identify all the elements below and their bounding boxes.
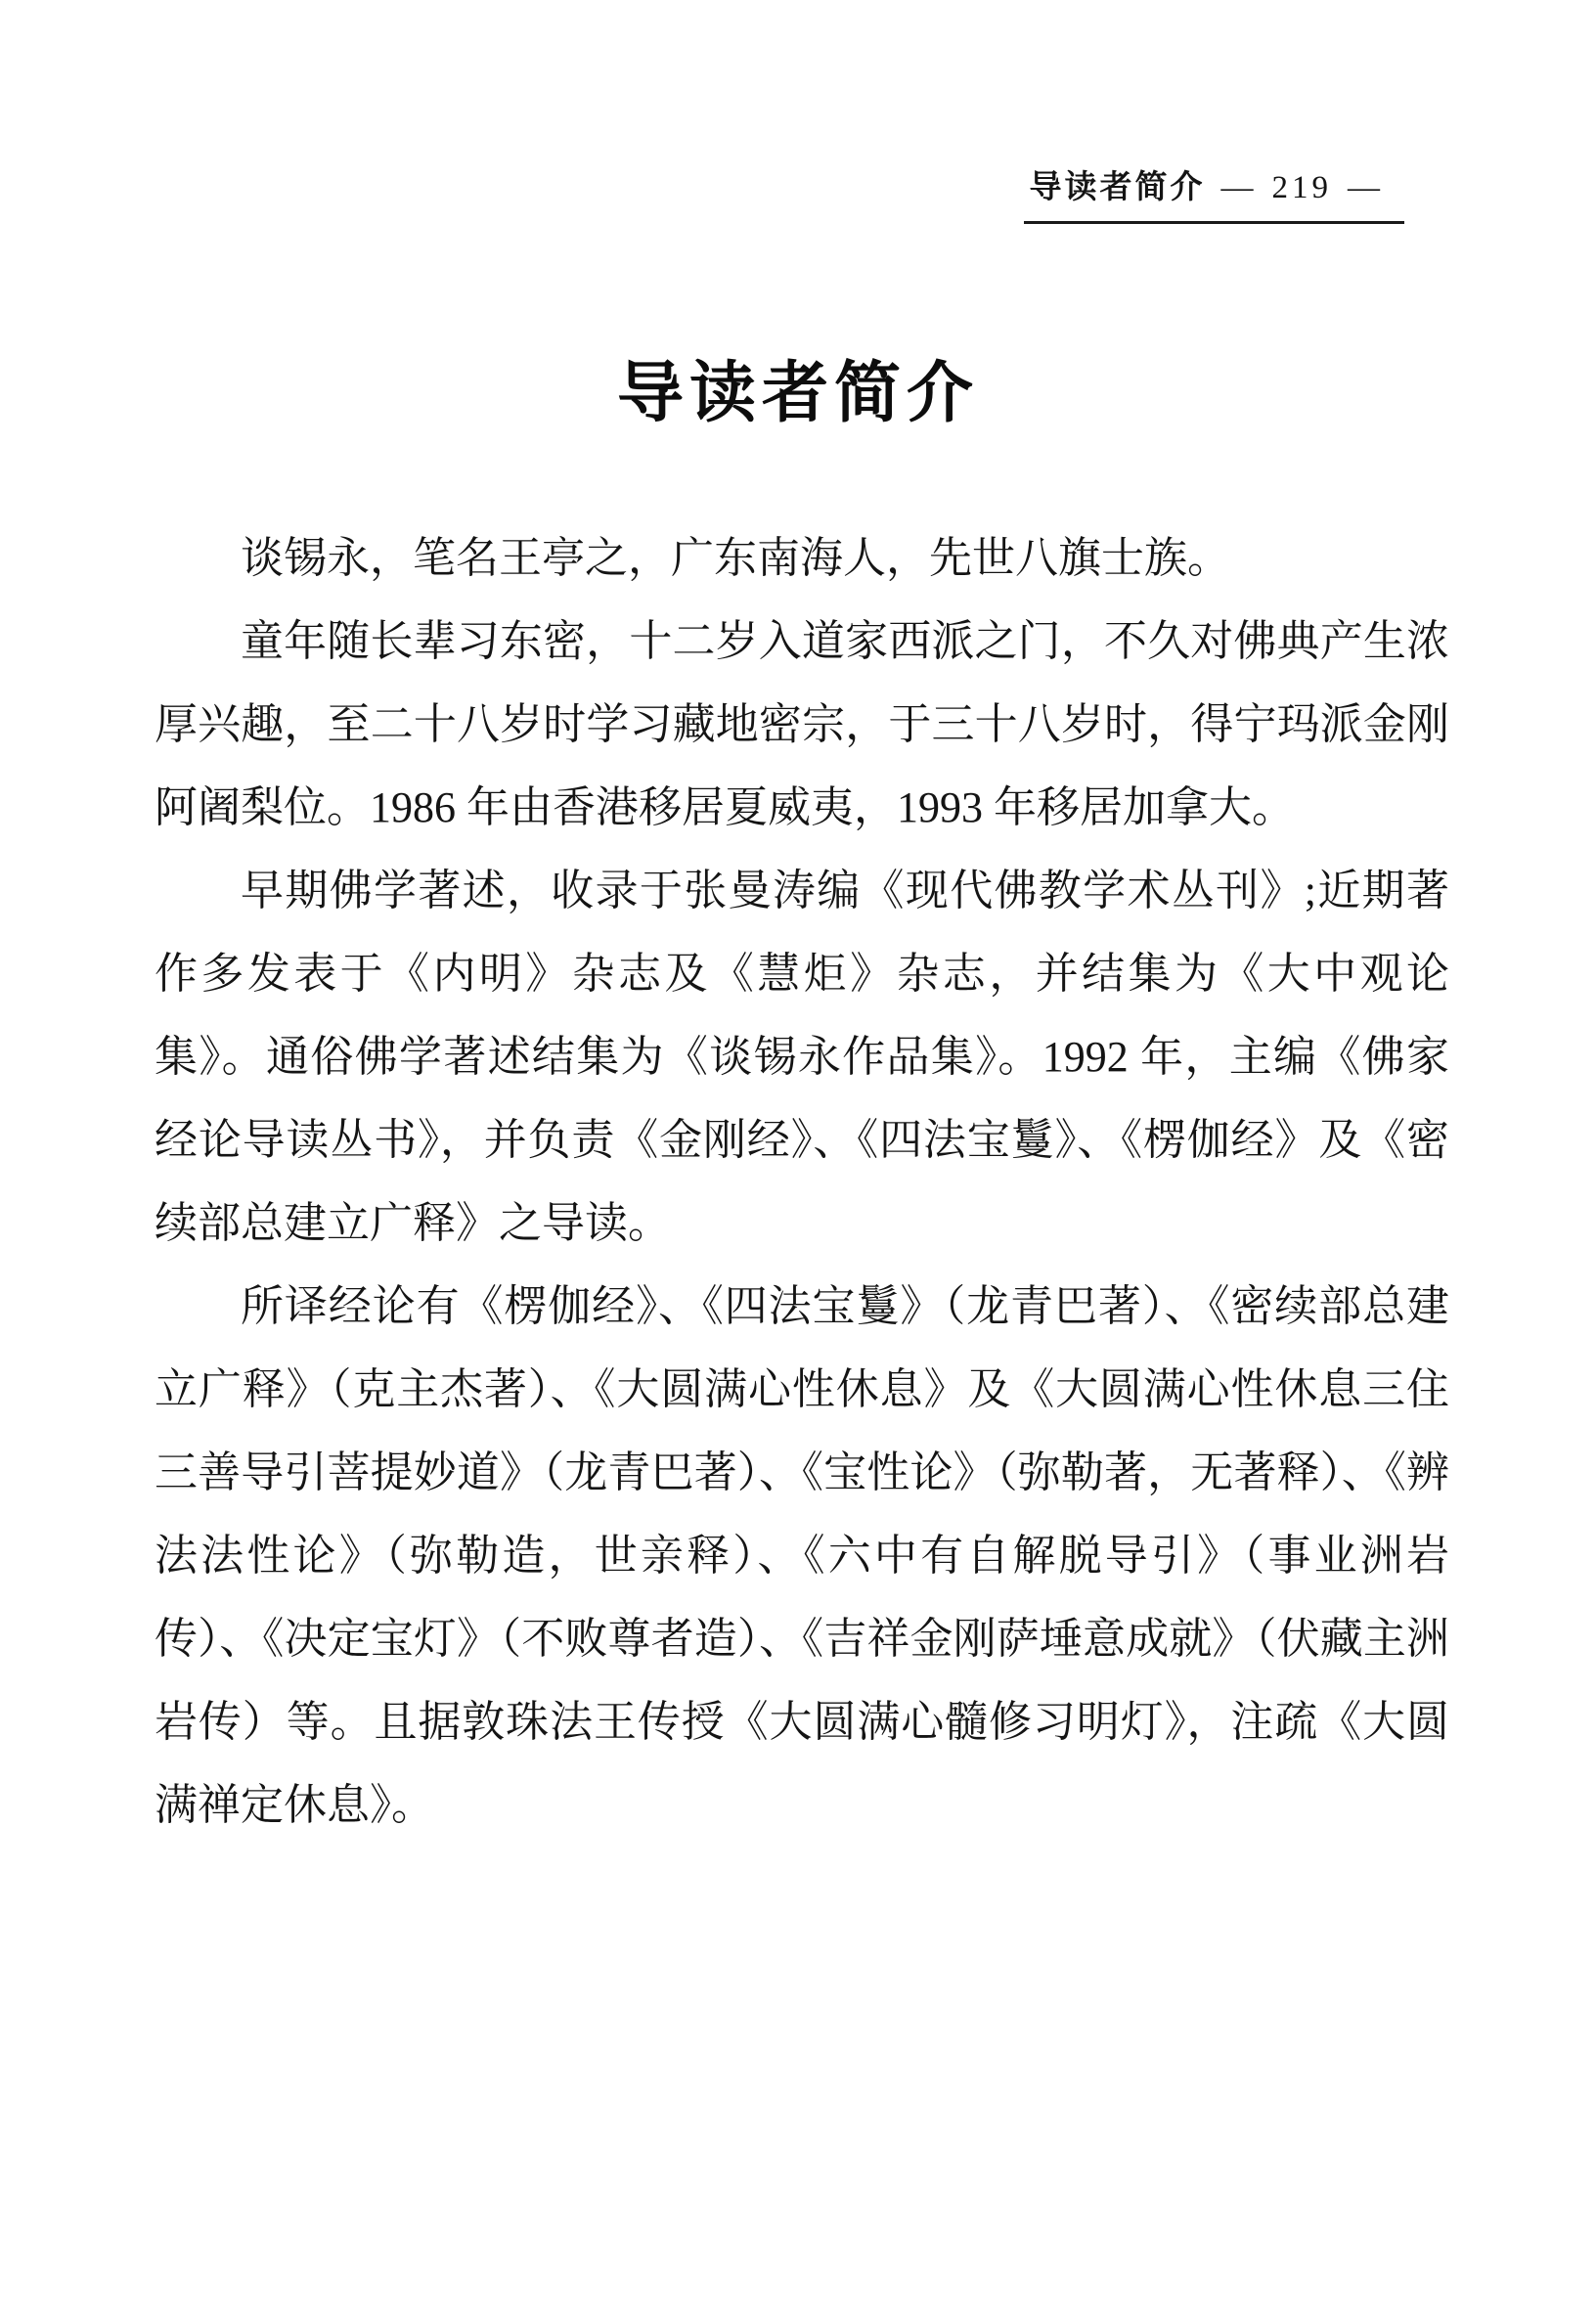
paragraph-writings: 早期佛学著述，收录于张曼涛编《现代佛教学术丛刊》;近期著作多发表于《内明》杂志及《慧炬》杂志，并结集为《大中观论集》。通俗佛学著述结集为《谈锡永作品集》。1992 年，主编《佛家经论导读丛书》，并负责《金刚经》、《四法宝鬘》、《楞伽经》及《密续部总建立广释》之导读。 [155, 867, 1449, 1247]
paragraph-intro: 谈锡永，笔名王亭之，广东南海人，先世八旗士族。 [241, 534, 1230, 582]
header-dash-right: — [1348, 170, 1383, 205]
header-dash-left: — [1220, 170, 1257, 205]
paragraph-translations: 所译经论有《楞伽经》、《四法宝鬘》（龙青巴著）、《密续部总建立广释》（克主杰著）、《大圆满心性休息》及《大圆满心性休息三住三善导引菩提妙道》（龙青巴著）、《宝性论》（弥勒著，无著释）、《辨法法性论》（弥勒造，世亲释）、《六中有自解脱导引》（事业洲岩传）、《决定宝灯》（不败尊者造）、《吉祥金刚萨埵意成就》（伏藏主洲岩传）等。且据敦珠法王传授《大圆满心髓修习明灯》，注疏《大圆满禅定休息》。 [155, 1282, 1449, 1829]
running-header-text [1024, 161, 1405, 224]
page-number: 219 [1271, 170, 1332, 205]
page-title: 导读者简介 [616, 355, 979, 432]
running-header [0, 161, 1404, 224]
body-text [155, 516, 1449, 1847]
header-section-title: 导读者简介 [1029, 170, 1206, 205]
paragraph-early-life: 童年随长辈习东密，十二岁入道家西派之门，不久对佛典产生浓厚兴趣，至二十八岁时学习藏地密宗，于三十八岁时，得宁玛派金刚阿阇梨位。1986 年由香港移居夏威夷，1993 年移居加拿大。 [155, 617, 1449, 831]
